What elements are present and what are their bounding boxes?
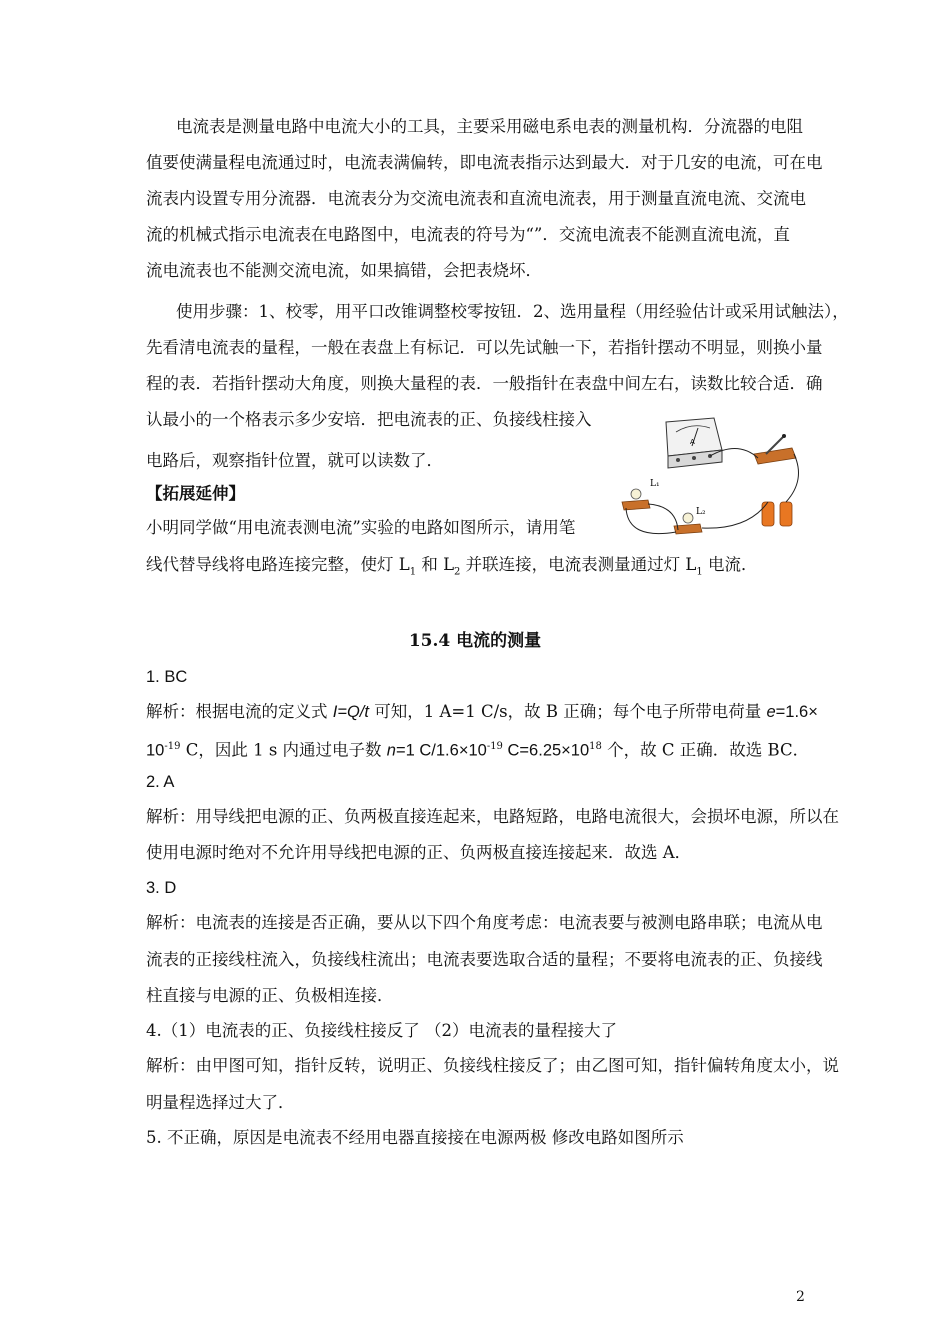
answer-3-explanation-line2: 流表的正接线柱流入，负接线柱流出；电流表要选取合适的量程；不要将电流表的正、负接线	[146, 950, 823, 969]
ext2-text-b: 和 L	[416, 555, 455, 574]
intro-p1-line4: 流的机械式指示电流表在电路图中，电流表的符号为“”．交流电流表不能测直流电流，直	[146, 225, 790, 244]
answer-3-explanation-line3: 柱直接与电源的正、负极相连接．	[146, 986, 394, 1005]
answer-2-explanation-line2: 使用电源时绝对不允许用导线把电源的正、负两极直接连接起来．故选 A．	[146, 843, 692, 862]
section-title: 15.4 电流的测量	[408, 631, 542, 651]
lamp-l2-label: L₂	[696, 507, 706, 517]
answer-5: 5. 不正确，原因是电流表不经用电器直接接在电源两极 修改电路如图所示	[146, 1128, 684, 1147]
ammeter-label: A	[690, 438, 695, 446]
a1-exp-text-a: 解析：根据电流的定义式	[146, 702, 333, 721]
intro-p1-line1: 电流表是测量电路中电流大小的工具，主要采用磁电系电表的测量机构．分流器的电阻	[176, 117, 803, 136]
switch-icon	[754, 434, 796, 464]
answer-1: 1. BC	[146, 668, 188, 686]
extension-line2	[146, 554, 757, 583]
ext2-text-a: 线代替导线将电路连接完整，使灯 L	[146, 555, 410, 574]
answer-1-explanation-line2	[146, 736, 809, 762]
page-number: 2	[796, 1289, 805, 1305]
lamp-l1-icon	[622, 479, 660, 510]
intro-p2-line3: 程的表．若指针摆动大角度，则换大量程的表．一般指针在表盘中间左右，读数比较合适．确	[146, 374, 823, 393]
ext2-sub1: 1	[409, 566, 417, 578]
a1-exp2-text-c: =1 C/1.6×10	[395, 741, 487, 760]
intro-p1-line5: 流电流表也不能测交流电流，如果搞错，会把表烧坏．	[146, 261, 542, 280]
ext2-sub2: 2	[454, 566, 461, 578]
answer-4: 4.（1）电流表的正、负接线柱接反了 （2）电流表的量程接大了	[146, 1021, 617, 1040]
battery-icon	[762, 502, 792, 526]
answer-4-explanation-line2: 明量程选择过大了．	[146, 1093, 295, 1112]
intro-p2-line4: 认最小的一个格表示多少安培．把电流表的正、负接线柱接入	[146, 410, 592, 429]
lamp-l1-label: L₁	[650, 479, 660, 489]
ext2-text-d: 电流．	[702, 555, 758, 574]
a1-exp2-sup3: 18	[589, 741, 602, 752]
lamp-l2-icon	[674, 507, 706, 534]
a1-exp2-text-b: C，因此 1 s 内通过电子数	[180, 740, 387, 760]
a1-exp2-sup1: -19	[164, 741, 181, 752]
current-formula: I=Q/t	[332, 703, 369, 721]
electron-charge-symbol: e	[766, 703, 776, 721]
extension-line1: 小明同学做“用电流表测电流”实验的电路如图所示，请用笔	[146, 518, 576, 537]
intro-p1-line2: 值要使满量程电流通过时，电流表满偏转，即电流表指示达到最大．对于几安的电流，可在电	[146, 153, 823, 172]
ammeter-icon	[666, 418, 722, 468]
ext2-sub3: 1	[696, 566, 703, 578]
answer-4-explanation-line1: 解析：由甲图可知，指针反转，说明正、负接线柱接反了；由乙图可知，指针偏转角度太小，说	[146, 1056, 839, 1075]
a1-exp2-text-d: C=6.25×10	[502, 741, 590, 760]
a1-exp-text-b: 可知，1 A=1 C/s，故 B 正确；每个电子所带电荷量	[368, 702, 767, 721]
a1-exp2-text-a: 10	[146, 741, 165, 760]
answer-3: 3. D	[146, 879, 177, 897]
answer-2-explanation-line1: 解析：用导线把电源的正、负两极直接连起来，电路短路，电路电流很大，会损坏电源，所以在	[146, 807, 839, 826]
extension-heading: 【拓展延伸】	[146, 484, 245, 503]
ext2-text-c: 并联连接，电流表测量通过灯 L	[460, 555, 697, 574]
circuit-figure	[618, 410, 808, 548]
intro-p1-line3: 流表内设置专用分流器．电流表分为交流电流表和直流电流表，用于测量直流电流、交流电	[146, 189, 806, 208]
intro-p2-line2: 先看清电流表的量程，一般在表盘上有标记．可以先试触一下，若指针摆动不明显，则换小量	[146, 338, 823, 357]
intro-p2-line5: 电路后，观察指针位置，就可以读数了．	[146, 451, 443, 470]
intro-p2-line1: 使用步骤：1、校零，用平口改锥调整校零按钮．2、选用量程（用经验估计或采用试触法），	[176, 302, 849, 321]
a1-exp-text-c: =1.6×	[775, 703, 818, 721]
answer-3-explanation-line1: 解析：电流表的连接是否正确，要从以下四个角度考虑：电流表要与被测电路串联；电流从电	[146, 913, 823, 932]
electron-count-symbol: n	[386, 741, 396, 760]
a1-exp2-text-e: 个，故 C 正确．故选 BC．	[601, 740, 810, 760]
answer-1-explanation-line1	[146, 701, 818, 723]
a1-exp2-sup2: -19	[486, 741, 503, 752]
answer-2: 2. A	[146, 773, 175, 791]
